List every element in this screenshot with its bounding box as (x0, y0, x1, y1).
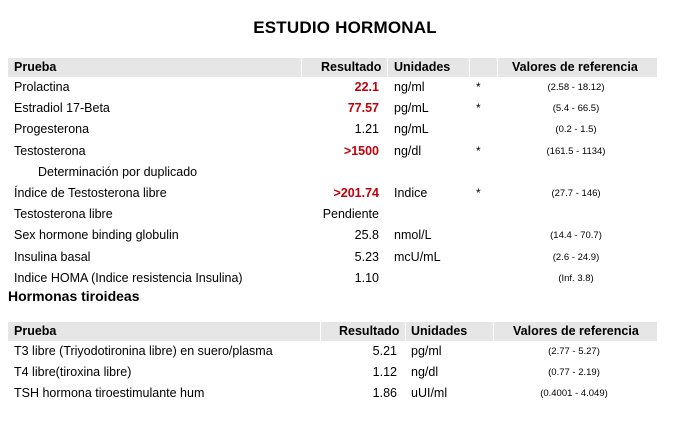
result-value: 1.10 (354, 270, 379, 285)
reference-range: (2.6 - 24.9) (552, 251, 600, 263)
test-name: Estradiol 17-Beta (14, 101, 110, 116)
table-row (0, 250, 690, 270)
units-value: ng/ml (394, 80, 425, 94)
table2-header-units: Unidades (411, 324, 468, 338)
test-name: Indice HOMA (Indice resistencia Insulina) (14, 270, 243, 285)
result-value: 5.23 (354, 249, 379, 264)
table2-header-test: Prueba (14, 324, 57, 338)
reference-range: (14.4 - 70.7) (550, 230, 602, 242)
test-name: Sex hormone binding globulin (14, 228, 179, 243)
table2-header-reference: Valores de referencia (513, 324, 639, 338)
table2-header (8, 322, 657, 341)
result-value: 5.21 (372, 344, 397, 358)
reference-range: (0.4001 - 4.049) (540, 388, 608, 399)
result-value: Pendiente (322, 207, 379, 222)
header-divider (469, 58, 470, 77)
result-value: 1.21 (354, 122, 379, 137)
result-value: >201.74 (333, 186, 379, 200)
units-value: ng/dl (411, 365, 439, 379)
table1-header-units: Unidades (394, 60, 451, 74)
result-value: >1500 (343, 143, 379, 158)
units-value: mcU/mL (394, 249, 441, 264)
result-value: 1.86 (372, 386, 397, 400)
header-divider (320, 322, 321, 341)
table-row (0, 386, 690, 406)
table1-header-reference: Valores de referencia (512, 60, 638, 74)
table-row (0, 80, 690, 100)
table-row (0, 165, 690, 185)
table-row (0, 144, 690, 164)
table-row (0, 101, 690, 121)
report-title: ESTUDIO HORMONAL (253, 18, 437, 37)
header-divider (301, 58, 302, 77)
table-row (0, 122, 690, 142)
table2-header-result: Resultado (339, 324, 400, 338)
header-divider (497, 58, 498, 77)
table-row (0, 344, 690, 364)
test-name: Prolactina (14, 80, 70, 94)
units-value: uUI/ml (411, 386, 448, 400)
table-row (0, 186, 690, 206)
table-row (0, 365, 690, 385)
test-name: Testosterona libre (14, 207, 113, 222)
units-value: ng/dl (394, 143, 422, 158)
units-value: ng/mL (394, 122, 429, 137)
reference-range: (5.4 - 66.5) (552, 103, 600, 115)
result-value: 22.1 (354, 80, 379, 94)
reference-range: (27.7 - 146) (551, 188, 601, 199)
reference-range: (0.2 - 1.5) (555, 124, 597, 136)
section-title-thyroid: Hormonas tiroideas (8, 288, 140, 304)
test-name: TSH hormona tiroestimulante hum (14, 386, 205, 400)
result-value: 77.57 (347, 101, 379, 116)
units-value: pg/mL (394, 101, 429, 116)
abnormal-flag: * (476, 186, 481, 200)
table1-header (8, 58, 657, 77)
reference-range: (161.5 - 1134) (546, 145, 606, 157)
test-name: Testosterona (14, 143, 86, 158)
abnormal-flag: * (476, 80, 481, 94)
test-name: Índice de Testosterona libre (14, 186, 167, 200)
test-name: T4 libre(tiroxina libre) (14, 365, 132, 379)
reference-range: (2.58 - 18.12) (547, 82, 605, 93)
header-divider (387, 58, 388, 77)
test-name: Determinación por duplicado (38, 164, 198, 179)
test-name: T3 libre (Triyodotironina libre) en suero/plasma (14, 344, 273, 358)
table-row (0, 207, 690, 227)
table1-header-test: Prueba (14, 60, 57, 74)
table1-header-result: Resultado (321, 60, 382, 74)
header-divider (493, 322, 494, 341)
table-row (0, 228, 690, 248)
units-value: nmol/L (394, 228, 432, 243)
reference-range: (2.77 - 5.27) (548, 346, 600, 357)
reference-range: (0.77 - 2.19) (548, 367, 600, 378)
header-divider (405, 322, 406, 341)
test-name: Insulina basal (14, 249, 91, 264)
units-value: Indice (394, 186, 428, 200)
result-value: 1.12 (372, 365, 397, 379)
units-value: pg/ml (411, 344, 442, 358)
abnormal-flag: * (476, 143, 481, 158)
result-value: 25.8 (354, 228, 379, 243)
reference-range: (Inf. 3.8) (558, 272, 594, 284)
test-name: Progesterona (14, 122, 90, 137)
abnormal-flag: * (476, 101, 481, 116)
